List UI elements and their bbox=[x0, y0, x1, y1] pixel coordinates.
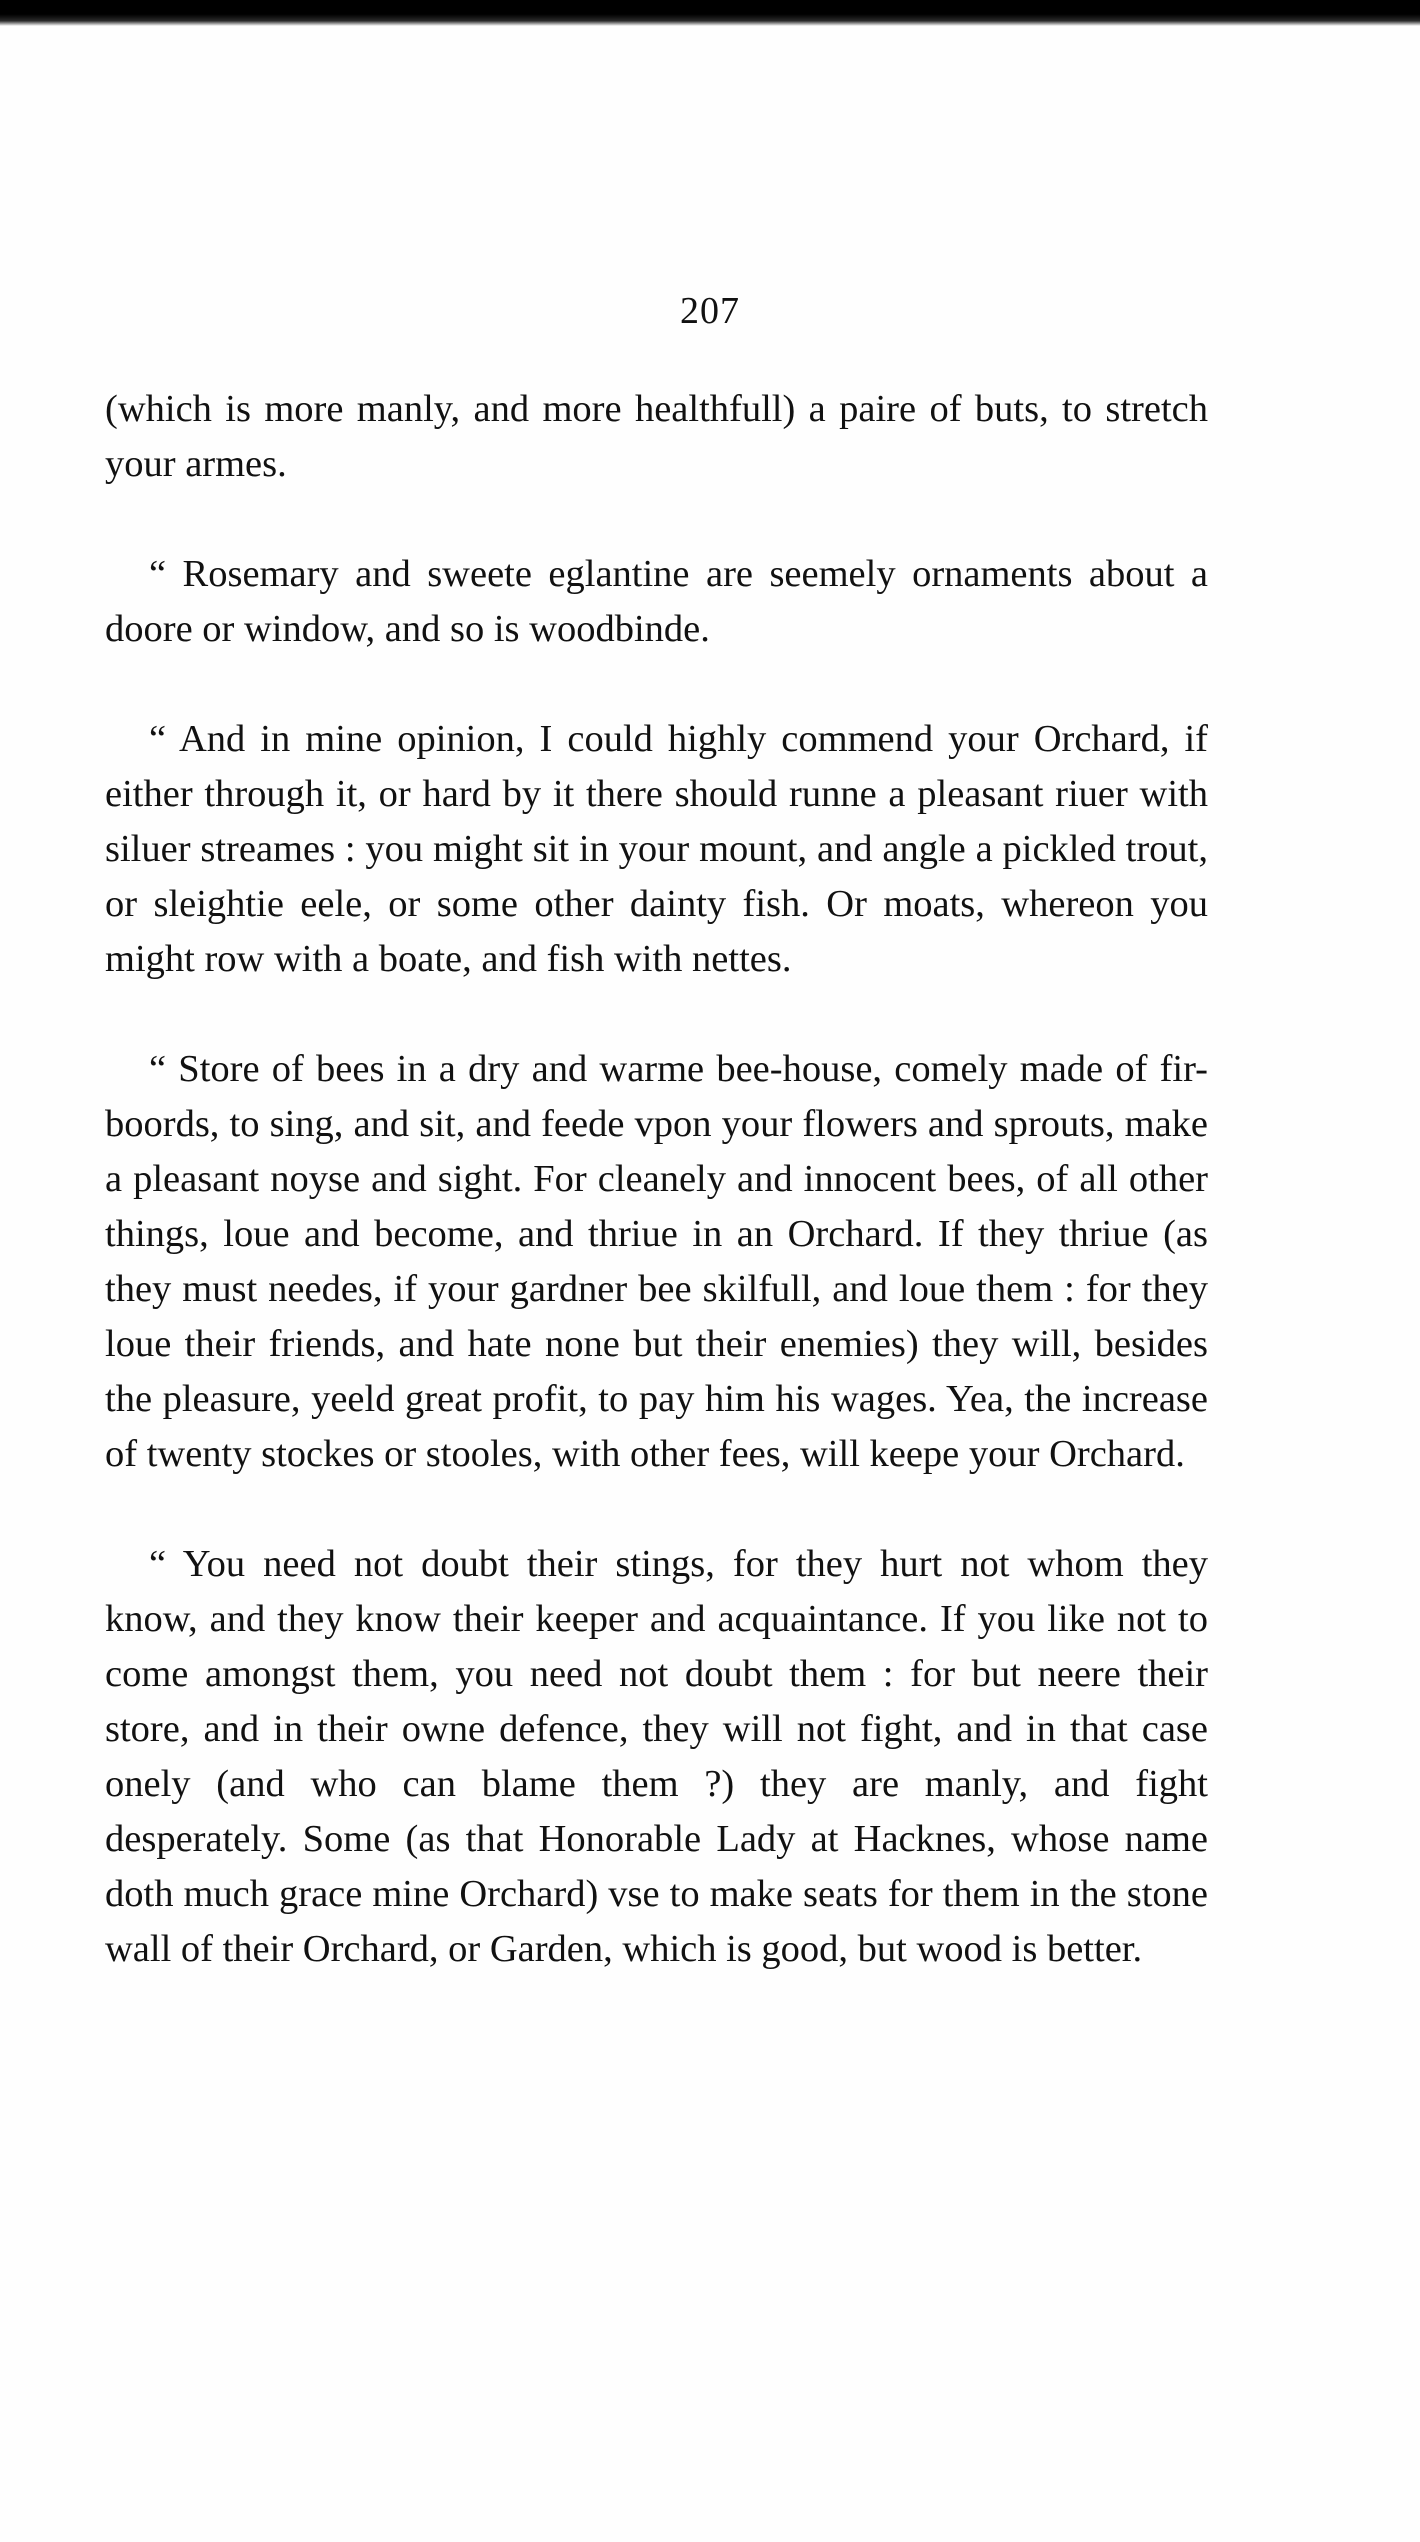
body-text bbox=[105, 382, 1208, 2032]
scan-top-edge bbox=[0, 0, 1420, 26]
paragraph-bees-store: “ Store of bees in a dry and warme bee-house, comely made of fir-boords, to sing, and sit, and feede vpon your flowers and sprouts, make a pleasant noyse and sight. For cleanely and innocent bees, of all other things, loue and become, and thriue in an Orchard. If they thriue (as they must needes, if your gardner bee skilfull, and loue them : for they loue their friends, and hate none but their enemies) they will, besides the pleasure, yeeld great profit, to pay him his wages. Yea, the increase of twenty stockes or stooles, with other fees, will keepe your Orchard. bbox=[105, 1048, 1208, 1475]
paragraph-rosemary: “ Rosemary and sweete eglantine are seemely ornaments about a doore or window, and so is woodbinde. bbox=[105, 553, 1208, 650]
paragraph-orchard-river: “ And in mine opinion, I could highly commend your Orchard, if either through it, or hard by it there should runne a pleasant riuer with siluer streames : you might sit in your mount, and angle a pickled trout, or sleightie eele, or some other dainty fish. Or moats, whereon you might row with a boate, and fish with nettes. bbox=[105, 718, 1208, 980]
paragraph-bees-stings: “ You need not doubt their stings, for they hurt not whom they know, and they know their keeper and acquaintance. If you like not to come amongst them, you need not doubt them : for but neere their store, and in their owne defence, they will not fight, and in that case onely (and who can blame them ?) they are manly, and fight desperately. Some (as that Honorable Lady at Hacknes, whose name doth much grace mine Orchard) vse to make seats for them in the stone wall of their Orchard, or Garden, which is good, but wood is better. bbox=[105, 1543, 1208, 1970]
page-number: 207 bbox=[680, 290, 740, 332]
paragraph-continuation: (which is more manly, and more healthfull) a paire of buts, to stretch your armes. bbox=[105, 388, 1208, 485]
